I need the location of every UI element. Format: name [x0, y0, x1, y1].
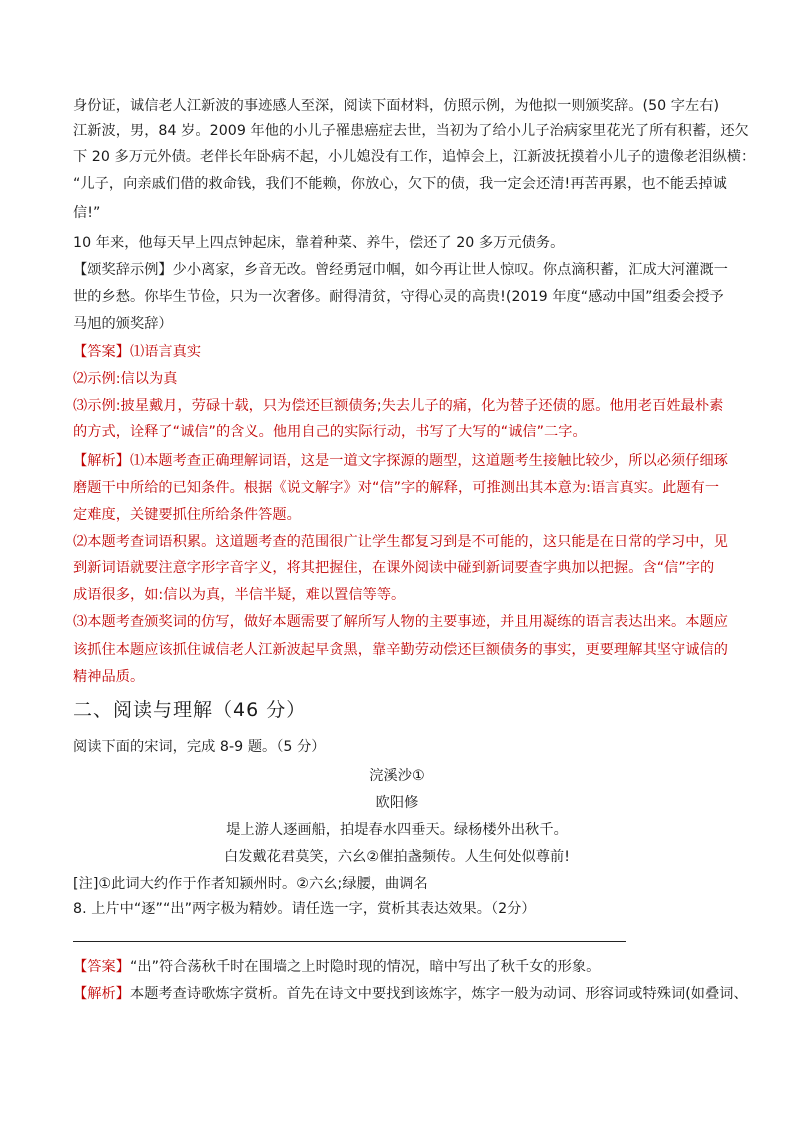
example-line: 世的乡愁。你毕生节俭，只为一次奢侈。耐得清贫，守得心灵的高贵!(2019 年度“感动中国”组委会授予: [73, 289, 724, 305]
analysis-text: 磨题干中所给的已知条件。根据《说文解字》对: [73, 480, 372, 496]
analysis-text: ⑴本题考查正确理解词语，这是一道文字探源的题型，这道题考生接触比较少，所以必须仔细琢: [129, 453, 728, 469]
material-line: 江新波，男，84 岁。2009 年他的小儿子罹患癌症去世，当初为了给小儿子治病家里花光了所有积蓄，还欠: [73, 123, 749, 139]
poem-title: 浣溪沙①: [369, 768, 425, 784]
poem-line: 堤上游人逐画船，拍堤春水四垂天。绿杨楼外出秋千。: [226, 822, 568, 838]
answer-text: ⑴语言真实: [129, 344, 202, 360]
intro-line: 身份证，诚信老人江新波的事迹感人至深，阅读下面材料，仿照示例，为他拟一则颁奖辞。(50 字左右): [73, 98, 720, 114]
answer-blank-line: [73, 941, 626, 942]
answer-line: ⑶示例:披星戴月，劳碌十载，只为偿还巨额债务;失去儿子的痛，化为替子还债的愿。他用老百姓最朴素: [73, 398, 724, 414]
material-line: 下 20 多万元外债。老伴长年卧病不起，小儿媳没有工作，追悼会上，江新波抚摸着小儿子的遗像老泪纵横：: [73, 149, 756, 165]
analysis-quote: “信”: [372, 480, 402, 496]
answer-line: 的方式，诠释了“诚信”的含义。他用自己的实际行动，书写了大写的“诚信”二字。: [73, 424, 587, 440]
answer-line: ⑵示例:信以为真: [73, 371, 178, 387]
poem-line: 白发戴花君莫笑，六幺②催拍盏频传。人生何处似尊前!: [224, 849, 570, 865]
answer-tag: 【答案】: [73, 344, 130, 360]
analysis-text: 字的解释，可推测出其本意为:语言真实。此题有一: [401, 480, 720, 496]
section-instruction: 阅读下面的宋词，完成 8-9 题。（5 分）: [73, 739, 326, 755]
analysis-tag: 【解析】: [73, 453, 130, 469]
poem-author: 欧阳修: [375, 795, 419, 811]
analysis-line: [73, 984, 748, 1004]
material-line: “儿子，向亲戚们借的救命钱，我们不能赖，你放心，欠下的债，我一定会还清!再苦再累，也不能丢掉诚: [73, 176, 727, 192]
analysis-line: ⑶本题考查颁奖词的仿写，做好本题需要了解所写人物的主要事迹，并且用凝练的语言表达出来。本题应: [73, 614, 728, 630]
answer-line: [73, 342, 725, 362]
analysis-line: [73, 478, 725, 498]
answer-line: [73, 957, 725, 977]
analysis-text: 本题考查诗歌炼字赏析。首先在诗文中要找到该炼字，炼字一般为动词、形容词或特殊词(如叠词、: [129, 986, 748, 1002]
example-line: 【颂奖辞示例】少小离家，乡音无改。曾经勇冠巾帼，如今再让世人惊叹。你点滴积蓄，汇成大河灌溉一: [73, 262, 728, 278]
material-line: 10 年来，他每天早上四点钟起床，靠着种菜、养牛，偿还了 20 多万元债务。: [73, 235, 565, 251]
analysis-line: 该抓住本题应该抓住诚信老人江新波起早贪黑，靠辛勤劳动偿还巨额债务的事实，更要理解其坚守诚信的: [73, 642, 728, 658]
example-line: 马旭的颁奖辞）: [73, 316, 173, 332]
material-line: 信!”: [73, 205, 101, 221]
analysis-line: 精神品质。: [73, 669, 145, 685]
answer-text: “出”符合荡秋千时在围墙之上时隐时现的情况，暗中写出了秋千女的形象。: [129, 959, 601, 975]
poem-note: [注]①此词大约作于作者知颍州时。②六幺;绿腰，曲调名: [73, 876, 428, 892]
analysis-line: [73, 451, 728, 471]
analysis-line: 成语很多，如:信以为真，半信半疑，难以置信等等。: [73, 587, 406, 603]
section-heading: 二、阅读与理解（46 分）: [73, 699, 307, 721]
question-8: 8. 上片中“逐”“出”两字极为精妙。请任选一字，赏析其表达效果。（2分）: [73, 901, 536, 917]
answer-tag: 【答案】: [73, 959, 130, 975]
analysis-line: 定难度，关键要抓住所给条件答题。: [73, 507, 301, 523]
analysis-tag: 【解析】: [73, 986, 130, 1002]
analysis-line: 到新词语就要注意字形字音字义，将其把握住，在课外阅读中碰到新词要查字典加以把握。含“信”字的: [73, 560, 715, 576]
analysis-line: ⑵本题考查词语积累。这道题考查的范围很广让学生都复习到是不可能的，这只能是在日常的学习中，见: [73, 534, 728, 550]
